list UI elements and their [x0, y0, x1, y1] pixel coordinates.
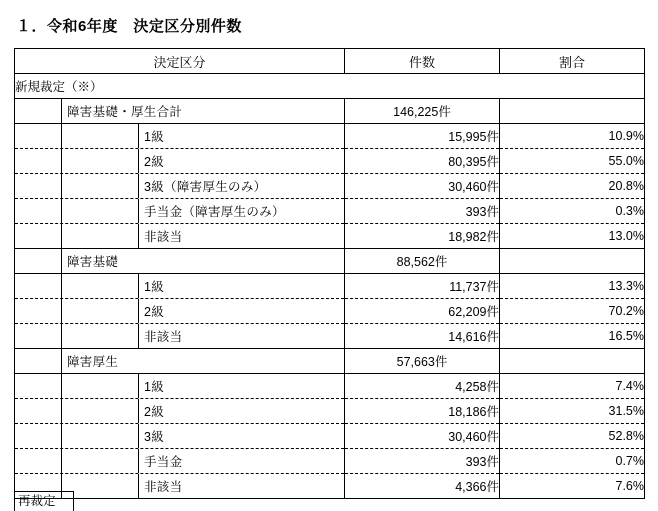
- row-label-cell: [15, 199, 345, 224]
- indent-spacer: [15, 299, 62, 323]
- row-label: 非該当: [144, 480, 183, 494]
- table-row: [15, 324, 645, 349]
- table-row: [15, 274, 645, 299]
- row-count: 14,616件: [345, 324, 500, 349]
- indent-spacer: [62, 449, 139, 473]
- row-ratio: 20.8%: [500, 174, 645, 199]
- row-label-cell: [15, 399, 345, 424]
- table-row: [15, 199, 645, 224]
- column-header-ratio: 割合: [500, 49, 645, 74]
- row-label-cell: [15, 449, 345, 474]
- indent-spacer: [62, 299, 139, 323]
- row-count: 30,460件: [345, 174, 500, 199]
- group-label-cell: [15, 249, 345, 274]
- indent-spacer: [15, 149, 62, 173]
- indent-spacer: [15, 349, 62, 373]
- row-ratio: 7.4%: [500, 374, 645, 399]
- column-header-category: 決定区分: [15, 49, 345, 74]
- row-label: 手当金: [144, 455, 183, 469]
- indent-spacer: [15, 124, 62, 148]
- row-ratio: 16.5%: [500, 324, 645, 349]
- table-row: [15, 299, 645, 324]
- next-section-clipped: [14, 491, 644, 508]
- indent-spacer: [15, 324, 62, 348]
- row-label: 手当金（障害厚生のみ）: [144, 205, 285, 219]
- row-count: 62,209件: [345, 299, 500, 324]
- row-label: 2級: [144, 405, 165, 419]
- row-label-cell: [15, 299, 345, 324]
- indent-spacer: [15, 174, 62, 198]
- table-row: [15, 174, 645, 199]
- table-row: [15, 374, 645, 399]
- indent-spacer: [62, 324, 139, 348]
- row-ratio: 10.9%: [500, 124, 645, 149]
- row-ratio: 0.7%: [500, 449, 645, 474]
- row-ratio: 52.8%: [500, 424, 645, 449]
- indent-spacer: [62, 424, 139, 448]
- table-row: [15, 149, 645, 174]
- row-ratio: 7.6%: [500, 474, 645, 499]
- indent-spacer: [62, 274, 139, 298]
- page-title: １．令和6年度 決定区分別件数: [16, 18, 242, 35]
- row-label: 1級: [144, 280, 165, 294]
- row-count: 15,995件: [345, 124, 500, 149]
- indent-spacer: [15, 374, 62, 398]
- indent-spacer: [15, 249, 62, 273]
- row-label: 非該当: [144, 330, 183, 344]
- row-count: 393件: [345, 199, 500, 224]
- row-label-cell: [15, 324, 345, 349]
- row-count: 80,395件: [345, 149, 500, 174]
- row-label-cell: [15, 174, 345, 199]
- row-ratio: 13.3%: [500, 274, 645, 299]
- row-ratio: 13.0%: [500, 224, 645, 249]
- next-section-label: 再裁定: [14, 491, 74, 511]
- row-label: 非該当: [144, 230, 183, 244]
- row-count: 30,460件: [345, 424, 500, 449]
- indent-spacer: [62, 149, 139, 173]
- row-label: 1級: [144, 130, 165, 144]
- row-count: 18,982件: [345, 224, 500, 249]
- row-label: 3級: [144, 430, 165, 444]
- column-header-count: 件数: [345, 49, 500, 74]
- indent-spacer: [15, 224, 62, 248]
- row-count: 11,737件: [345, 274, 500, 299]
- group-total-count: 88,562件: [345, 249, 500, 274]
- row-label: 1級: [144, 380, 165, 394]
- indent-spacer: [62, 124, 139, 148]
- indent-spacer: [15, 449, 62, 473]
- table-row: [15, 224, 645, 249]
- row-label-cell: [15, 224, 345, 249]
- indent-spacer: [15, 274, 62, 298]
- group-label-cell: [15, 349, 345, 374]
- table-row: [15, 249, 645, 274]
- group-name: 障害基礎・厚生合計: [67, 105, 183, 119]
- row-count: 4,258件: [345, 374, 500, 399]
- indent-spacer: [15, 399, 62, 423]
- indent-spacer: [62, 174, 139, 198]
- row-label: 2級: [144, 305, 165, 319]
- row-label-cell: [15, 274, 345, 299]
- indent-spacer: [15, 199, 62, 223]
- group-total-ratio: [500, 349, 645, 374]
- group-total-count: 57,663件: [345, 349, 500, 374]
- row-ratio: 70.2%: [500, 299, 645, 324]
- row-count: 18,186件: [345, 399, 500, 424]
- group-total-count: 146,225件: [345, 99, 500, 124]
- indent-spacer: [62, 224, 139, 248]
- indent-spacer: [15, 99, 62, 123]
- row-label: 3級（障害厚生のみ）: [144, 180, 267, 194]
- table-row: [15, 99, 645, 124]
- indent-spacer: [15, 424, 62, 448]
- table-section-row: [15, 74, 645, 99]
- group-name: 障害基礎: [67, 255, 119, 269]
- table-row: [15, 124, 645, 149]
- indent-spacer: [62, 199, 139, 223]
- indent-spacer: [62, 374, 139, 398]
- table-row: [15, 399, 645, 424]
- row-label-cell: [15, 424, 345, 449]
- table-row: [15, 424, 645, 449]
- row-count: 4,366件: [345, 474, 500, 499]
- row-count: 393件: [345, 449, 500, 474]
- row-ratio: 0.3%: [500, 199, 645, 224]
- row-label-cell: [15, 149, 345, 174]
- group-total-ratio: [500, 99, 645, 124]
- row-label-cell: [15, 124, 345, 149]
- indent-spacer: [62, 399, 139, 423]
- table-header-row: [15, 49, 645, 74]
- table-row: [15, 449, 645, 474]
- decision-category-table: [14, 48, 645, 499]
- section-label: 新規裁定（※）: [15, 74, 645, 99]
- group-name: 障害厚生: [67, 355, 119, 369]
- row-label: 2級: [144, 155, 165, 169]
- row-label-cell: [15, 374, 345, 399]
- row-ratio: 31.5%: [500, 399, 645, 424]
- row-ratio: 55.0%: [500, 149, 645, 174]
- group-label-cell: [15, 99, 345, 124]
- group-total-ratio: [500, 249, 645, 274]
- table-row: [15, 349, 645, 374]
